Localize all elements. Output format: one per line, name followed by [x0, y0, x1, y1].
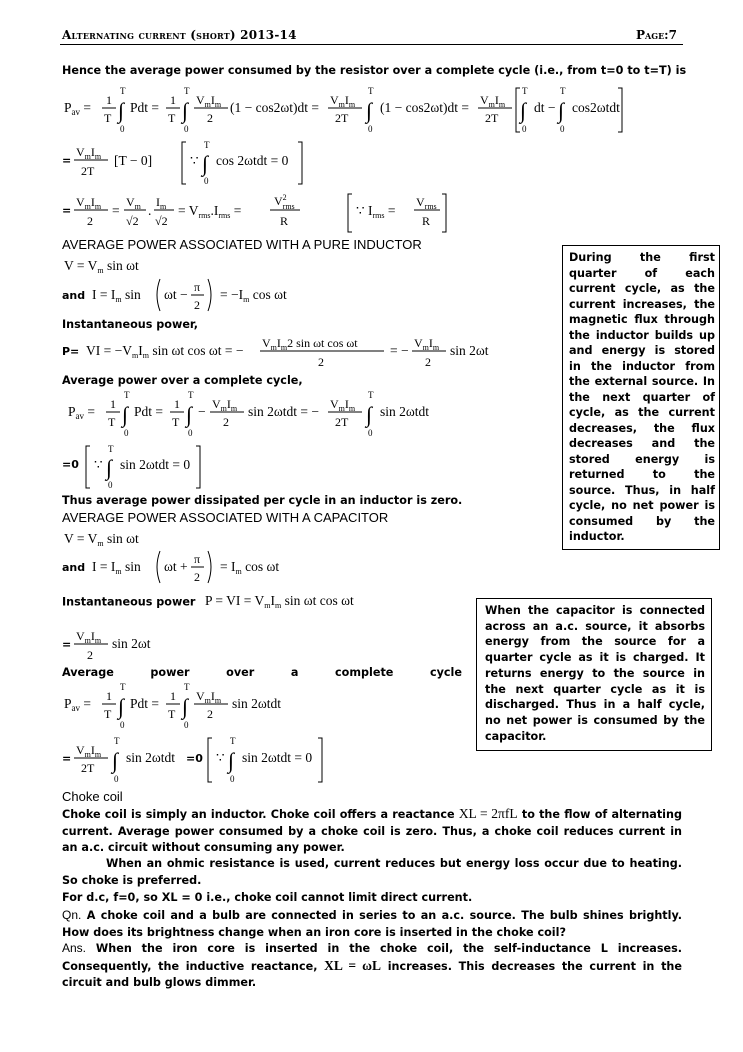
- svg-text:1: 1: [106, 689, 112, 703]
- resistor-eq2-svg: [62, 138, 362, 188]
- svg-text:dt −: dt −: [534, 100, 556, 115]
- svg-text:2: 2: [223, 415, 229, 429]
- svg-text:2: 2: [87, 214, 93, 228]
- inductor-p-eq: [62, 333, 542, 377]
- svg-text:T: T: [368, 86, 374, 96]
- svg-text:∫: ∫: [112, 748, 119, 773]
- svg-text:Pdt =: Pdt =: [134, 404, 163, 419]
- svg-text:∫: ∫: [186, 402, 193, 427]
- svg-text:Pav =: $P_{av}$ =: [64, 100, 92, 117]
- svg-text:T: T: [124, 390, 130, 400]
- svg-text:sin 2ωt: sin 2ωt: [112, 636, 151, 651]
- resistor-eq3-svg: [62, 190, 462, 236]
- capacitor-inst-label: Instantaneous power: [62, 595, 196, 609]
- svg-text:VI = −VmIm sin ωt cos ωt = −: VI = $-V_mI_m$ sin ωt cos ωt = −: [86, 343, 244, 360]
- svg-text:= Vrms.Irms =: = $V_{rms}.I_{rms}$ =: [178, 203, 242, 220]
- resistor-eq3: [62, 190, 462, 240]
- choke-question: Qn. A choke coil and a bulb are connected in series to an a.c. source. The bulb shines brightly. How does its brightness change when an iron core is inserted in the choke coil?: [62, 908, 682, 939]
- svg-text:∵: ∵: [94, 457, 103, 472]
- inductor-conclusion: Thus average power dissipated per cycle in an inductor is zero.: [62, 494, 463, 507]
- svg-text:1: 1: [110, 397, 116, 411]
- svg-text:=: =: [62, 154, 72, 167]
- svg-text:sin 2ωtdt: sin 2ωtdt: [126, 750, 176, 765]
- svg-text:V = Vm sin ωt: $V = V_m$ sin ωt: [64, 258, 139, 275]
- svg-text:∵: ∵: [216, 750, 225, 765]
- answer-reactance-eq: XL = ωL: [324, 957, 382, 973]
- svg-text:sin 2ωtdt: sin 2ωtdt: [380, 404, 430, 419]
- capacitor-final: [62, 734, 362, 790]
- svg-text:(1 − cos2ωt)dt =: (1 − cos2ωt)dt =: [380, 100, 469, 115]
- svg-text:=0: =0: [186, 752, 203, 765]
- svg-text:VmIm: $V_mI_m$: [480, 93, 506, 109]
- svg-text:T: T: [230, 736, 236, 746]
- svg-text:1: 1: [106, 93, 112, 107]
- svg-text:0: 0: [114, 774, 119, 784]
- inductor-i-eq: [62, 275, 362, 319]
- svg-text:R: R: [422, 214, 431, 228]
- inductor-avg-label: Average power over a complete cycle,: [62, 374, 303, 387]
- svg-text:2: 2: [318, 355, 324, 369]
- svg-text:2: 2: [207, 707, 213, 721]
- svg-text:sin 2ωtdt: sin 2ωtdt: [232, 696, 282, 711]
- svg-text:T: T: [104, 111, 112, 125]
- svg-text:2T: 2T: [485, 111, 499, 125]
- svg-text:VmIm: $V_mI_m$: [196, 93, 222, 109]
- svg-text:= −: = −: [390, 343, 409, 358]
- choke-para-1: Choke coil is simply an inductor. Choke coil offers a reactance XL = 2πfL to the flow of alternating current. Average power consumed by a choke coil is zero. Thus, a choke coil reduces current in an a.c. circuit without consuming any power.: [62, 806, 682, 854]
- svg-text:√2: √2: [126, 214, 139, 228]
- choke-heading: Choke coil: [62, 789, 123, 804]
- capacitor-i-eq: [62, 547, 362, 591]
- svg-text:∫: ∫: [520, 98, 527, 123]
- svg-text:∫: ∫: [366, 98, 373, 123]
- svg-text:VmIm: $V_mI_m$: [330, 93, 356, 109]
- svg-text:0: 0: [368, 428, 373, 438]
- inductor-pav-eq: [62, 388, 542, 442]
- svg-text:∫: ∫: [558, 98, 565, 123]
- svg-text:0: 0: [230, 774, 235, 784]
- svg-text:T: T: [168, 111, 176, 125]
- svg-text:∵ Irms =: ∵ $I_{rms}$ =: [356, 203, 396, 220]
- svg-text:sin 2ωtdt = 0: sin 2ωtdt = 0: [242, 750, 313, 765]
- header-page-label: Page:7: [636, 28, 677, 42]
- svg-text:[T − 0]: [T − 0]: [114, 153, 153, 168]
- svg-text:π: π: [194, 552, 201, 566]
- capacitor-heading: AVERAGE POWER ASSOCIATED WITH A CAPACITOR: [62, 510, 389, 525]
- svg-text:Pdt =: Pdt =: [130, 696, 159, 711]
- svg-text:−: −: [198, 404, 206, 419]
- inductor-note-box: During the first quarter of each current cycle, as the current increases, the magnetic flux through the inductor builds up and energy is stored in the inductor from the external source. In the next quarter of cycle, as the current decreases, the flux decreases and the stored energy is returned to the source. Thus, in half cycle, no net power is consumed by the inductor.: [562, 245, 720, 550]
- svg-text:0: 0: [108, 480, 113, 490]
- svg-text:∫: ∫: [118, 98, 125, 123]
- svg-text:2: 2: [87, 648, 93, 662]
- svg-text:VmIm: $V_mI_m$: [196, 689, 222, 705]
- header-rule: [60, 44, 683, 45]
- svg-text:T: T: [204, 140, 210, 150]
- svg-text:VmIm: $V_mI_m$: [212, 397, 238, 413]
- svg-text:T: T: [522, 86, 528, 96]
- svg-text:π: π: [194, 280, 201, 294]
- answer-label: Ans.: [62, 941, 87, 955]
- capacitor-avg-label: Average power over a complete cycle: [62, 666, 462, 679]
- svg-text:=: =: [62, 752, 72, 765]
- svg-text:I = Im sin: $I = I_m$ sin: [92, 559, 141, 576]
- svg-text:0: 0: [204, 176, 209, 186]
- svg-text:∫: ∫: [182, 694, 189, 719]
- resistor-eq1-svg: [62, 84, 662, 136]
- svg-text:T: T: [368, 390, 374, 400]
- svg-text:T: T: [120, 682, 126, 692]
- svg-text:2: 2: [194, 298, 200, 312]
- svg-text:1: 1: [174, 397, 180, 411]
- svg-text:cos2ωtdt: cos2ωtdt: [572, 100, 620, 115]
- svg-text:Vrms: $V_{rms}$: [416, 195, 437, 211]
- svg-text:P = VI = VmIm sin ωt cos ωt: P = VI = $V_mI_m$ sin ωt cos ωt: [204, 593, 354, 610]
- svg-text:T: T: [184, 86, 190, 96]
- svg-text:∫: ∫: [202, 151, 209, 176]
- svg-text:Im: $I_m$: [156, 195, 167, 211]
- svg-text:∫: ∫: [118, 694, 125, 719]
- resistor-intro: Hence the average power consumed by the resistor over a complete cycle (i.e., from t=0 to t=T) is: [62, 64, 687, 77]
- svg-text:=: =: [62, 638, 72, 651]
- svg-text:2: 2: [207, 111, 213, 125]
- svg-text:=0: =0: [62, 458, 79, 471]
- svg-text:sin 2ωtdt = −: sin 2ωtdt = −: [248, 404, 319, 419]
- svg-text:T: T: [188, 390, 194, 400]
- svg-text:2T: 2T: [335, 111, 349, 125]
- capacitor-eq: [62, 626, 222, 670]
- svg-text:VmIm: $V_mI_m$: [76, 629, 102, 645]
- svg-text:0: 0: [120, 720, 125, 730]
- svg-text:Pav =: $P_{av}$ =: [68, 404, 96, 421]
- svg-text:= Im cos ωt: = $I_m$ cos ωt: [220, 559, 280, 576]
- svg-text:2T: 2T: [335, 415, 349, 429]
- choke-para-3: For d.c, f=0, so XL = 0 i.e., choke coil cannot limit direct current.: [62, 891, 473, 904]
- resistor-eq2: [62, 138, 362, 192]
- svg-text:T: T: [172, 415, 180, 429]
- resistor-eq1: [62, 84, 662, 140]
- svg-text:0: 0: [522, 124, 527, 134]
- choke-reactance-eq: XL = 2πfL: [458, 806, 518, 821]
- svg-text:I = Im sin: $I = I_m$ sin: [92, 287, 141, 304]
- svg-text:Pdt =: Pdt =: [130, 100, 159, 115]
- capacitor-note-box: When the capacitor is connected across an a.c. source, it absorbs energy from the source for a quarter cycle as it is charged. It returns energy to the source in the next quarter cycle as it is discharged. Thus in a half cycle, no net power is consumed by the capacitor.: [476, 598, 712, 751]
- svg-text:VmIm: $V_mI_m$: [76, 743, 102, 759]
- svg-text:1: 1: [170, 93, 176, 107]
- svg-text:2T: 2T: [81, 761, 95, 775]
- svg-text:T: T: [108, 444, 114, 454]
- svg-text:VmIm: $V_mI_m$: [414, 336, 440, 352]
- svg-text:P=: P=: [62, 345, 80, 358]
- svg-text:ωt −: ωt −: [164, 287, 188, 302]
- svg-text:.: .: [148, 203, 152, 218]
- question-label: Qn.: [62, 908, 82, 922]
- svg-text:∫: ∫: [366, 402, 373, 427]
- svg-text:T: T: [184, 682, 190, 692]
- svg-text:0: 0: [188, 428, 193, 438]
- svg-text:Vm: $V_m$: [126, 195, 141, 211]
- inductor-inst-label: Instantaneous power,: [62, 318, 199, 331]
- svg-text:0: 0: [560, 124, 565, 134]
- choke-para-2: When an ohmic resistance is used, current reduces but energy loss occur due to heating. So choke is preferred.: [62, 857, 682, 887]
- svg-text:∫: ∫: [182, 98, 189, 123]
- svg-text:0: 0: [124, 428, 129, 438]
- svg-text:VmIm: $V_mI_m$: [330, 397, 356, 413]
- svg-text:V2rms: $V^2$ rms: [274, 193, 295, 211]
- svg-text:∫: ∫: [228, 748, 235, 773]
- svg-text:VmIm: $V_mI_m$: [76, 145, 102, 161]
- svg-text:Pav =: $P_{av}$ =: [64, 696, 92, 713]
- svg-text:∫: ∫: [122, 402, 129, 427]
- svg-text:0: 0: [184, 124, 189, 134]
- svg-text:(1 − cos2ωt)dt =: (1 − cos2ωt)dt =: [230, 100, 319, 115]
- svg-text:and: and: [62, 561, 86, 574]
- svg-text:√2: √2: [155, 214, 168, 228]
- svg-text:V = Vm sin ωt: $V = V_m$ sin ωt: [64, 531, 139, 548]
- svg-text:and: and: [62, 289, 86, 302]
- svg-text:T: T: [114, 736, 120, 746]
- svg-text:=: =: [62, 204, 72, 217]
- svg-text:T: T: [120, 86, 126, 96]
- svg-text:=: =: [112, 203, 120, 218]
- svg-text:2: 2: [425, 355, 431, 369]
- choke-answer: Ans. When the iron core is inserted in the choke coil, the self-inductance L increases. Consequently, the inductive reactance, XL = ωL increases. This decreases the current in the circuit and bulb glows dimmer.: [62, 941, 682, 989]
- svg-text:sin 2ωtdt = 0: sin 2ωtdt = 0: [120, 457, 191, 472]
- svg-text:ωt +: ωt +: [164, 559, 188, 574]
- svg-text:2T: 2T: [81, 164, 95, 178]
- svg-text:T: T: [108, 415, 116, 429]
- svg-text:VmIm: $V_mI_m$: [76, 195, 102, 211]
- capacitor-inst: [62, 590, 401, 612]
- svg-text:1: 1: [170, 689, 176, 703]
- svg-text:∫: ∫: [106, 455, 113, 480]
- svg-text:0: 0: [120, 124, 125, 134]
- svg-text:VmIm2 sin ωt cos ωt: $V_mI_m2$ sin ωt cos ωt: [262, 336, 358, 352]
- svg-text:0: 0: [368, 124, 373, 134]
- capacitor-pav-eq: [62, 680, 322, 734]
- inductor-zero: [62, 442, 262, 496]
- svg-text:T: T: [104, 707, 112, 721]
- svg-text:= −Im cos ωt: = $-I_m$ cos ωt: [220, 287, 287, 304]
- header-title: Alternating current (short) 2013-14: [62, 28, 297, 42]
- svg-text:sin 2ωt: sin 2ωt: [450, 343, 489, 358]
- svg-text:cos 2ωtdt = 0: cos 2ωtdt = 0: [216, 153, 289, 168]
- inductor-heading: AVERAGE POWER ASSOCIATED WITH A PURE INDUCTOR: [62, 237, 422, 252]
- svg-text:0: 0: [184, 720, 189, 730]
- svg-text:R: R: [280, 214, 289, 228]
- svg-text:T: T: [168, 707, 176, 721]
- svg-text:2: 2: [194, 570, 200, 584]
- svg-text:T: T: [560, 86, 566, 96]
- svg-text:∵: ∵: [190, 153, 199, 168]
